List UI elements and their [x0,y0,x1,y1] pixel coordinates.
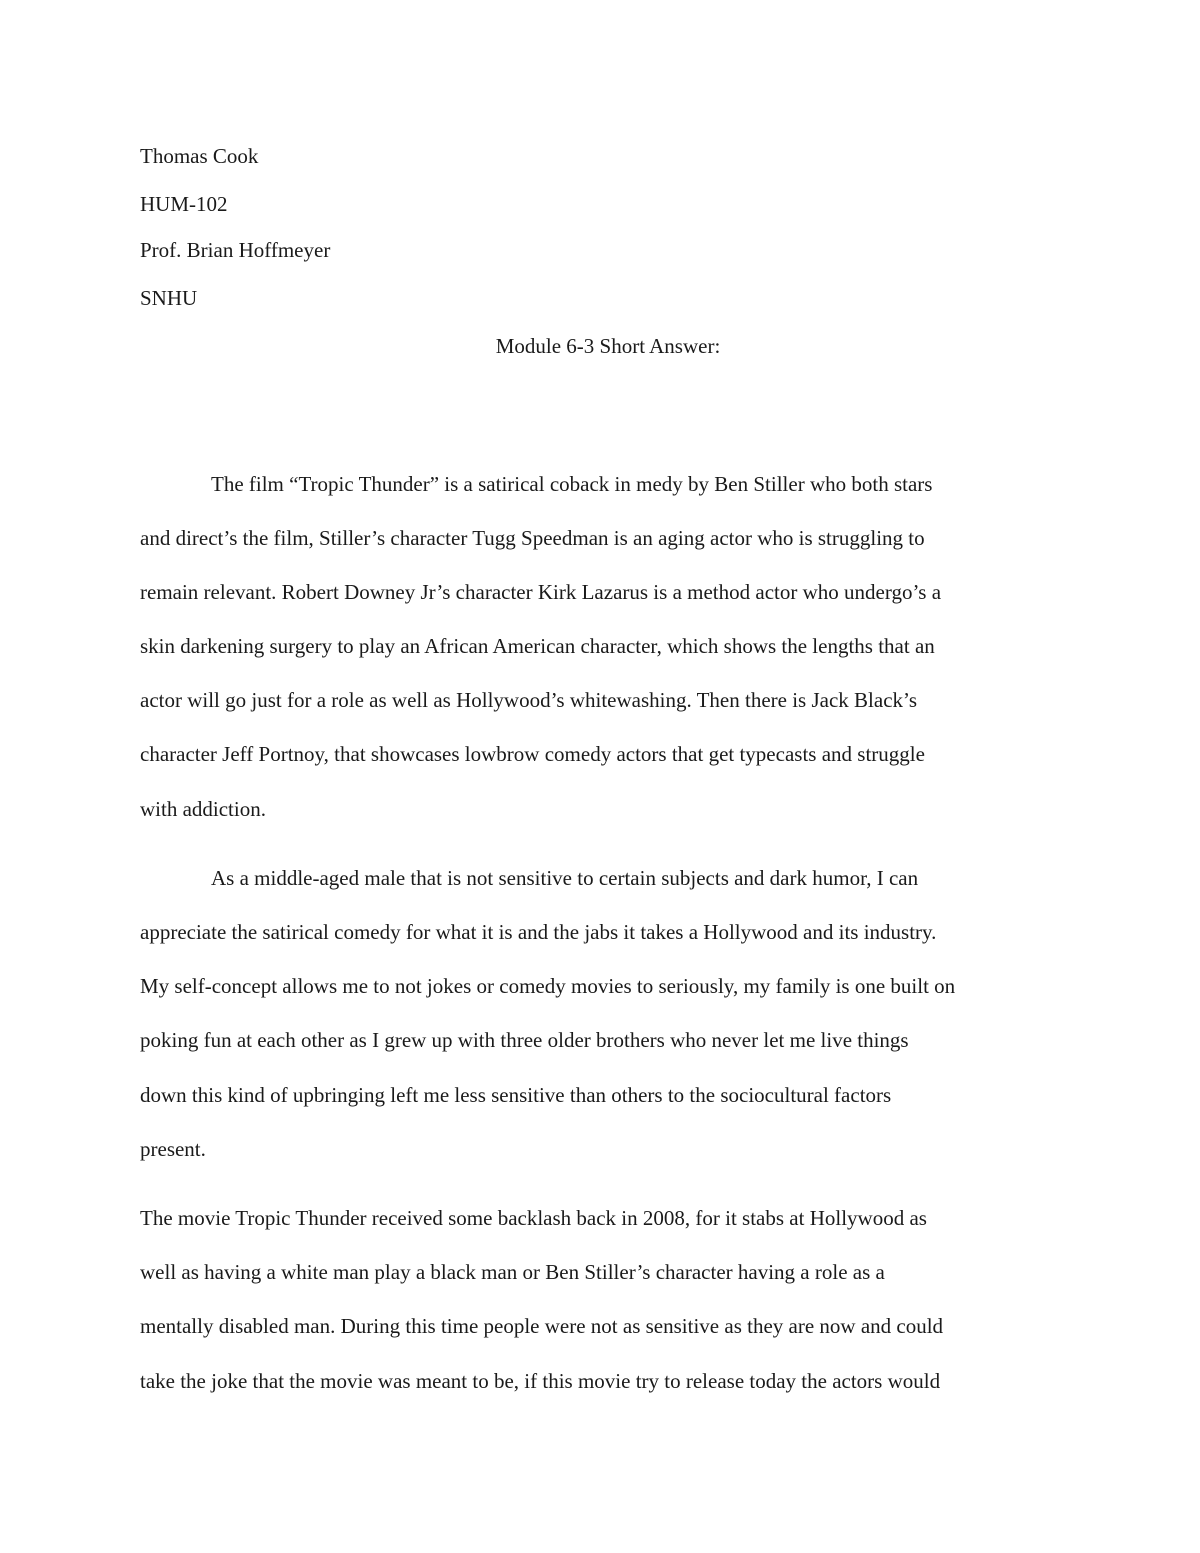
paragraph-2-line: As a middle-aged male that is not sensitive to certain subjects and dark humor, I can [211,866,919,890]
paragraph-2-line: appreciate the satirical comedy for what it is and the jabs it takes a Hollywood and its industry. [140,920,937,944]
paragraph-3-line: The movie Tropic Thunder received some backlash back in 2008, for it stabs at Hollywood as [140,1206,927,1230]
paragraph-1-line: remain relevant. Robert Downey Jr’s character Kirk Lazarus is a method actor who undergo’s a [140,580,942,604]
paragraph-3-line: mentally disabled man. During this time people were not as sensitive as they are now and could [140,1314,944,1338]
document-title: Module 6-3 Short Answer: [495,334,721,358]
paragraph-1-line: and direct’s the film, Stiller’s character Tugg Speedman is an aging actor who is struggling to [140,526,925,550]
paragraph-3-line: take the joke that the movie was meant to be, if this movie try to release today the actors would [140,1369,941,1393]
paragraph-1-line: with addiction. [140,797,266,821]
paragraph-2-line: My self-concept allows me to not jokes or comedy movies to seriously, my family is one built on [140,974,956,998]
course-code: HUM-102 [140,192,228,216]
professor-name: Prof. Brian Hoffmeyer [140,238,331,262]
paragraph-3-line: well as having a white man play a black man or Ben Stiller’s character having a role as a [140,1260,885,1284]
paragraph-1-line: actor will go just for a role as well as Hollywood’s whitewashing. Then there is Jack Black’s [140,688,918,712]
paragraph-2-line: down this kind of upbringing left me less sensitive than others to the sociocultural factors [140,1083,892,1107]
school-name: SNHU [140,286,198,310]
paragraph-1-line: The film “Tropic Thunder” is a satirical coback in medy by Ben Stiller who both stars [211,472,933,496]
author-name: Thomas Cook [140,144,259,168]
paragraph-1-line: character Jeff Portnoy, that showcases lowbrow comedy actors that get typecasts and struggle [140,742,925,766]
paragraph-2-line: poking fun at each other as I grew up with three older brothers who never let me live things [140,1028,909,1052]
paragraph-2-line: present. [140,1137,206,1161]
paragraph-1-line: skin darkening surgery to play an African American character, which shows the lengths that an [140,634,935,658]
